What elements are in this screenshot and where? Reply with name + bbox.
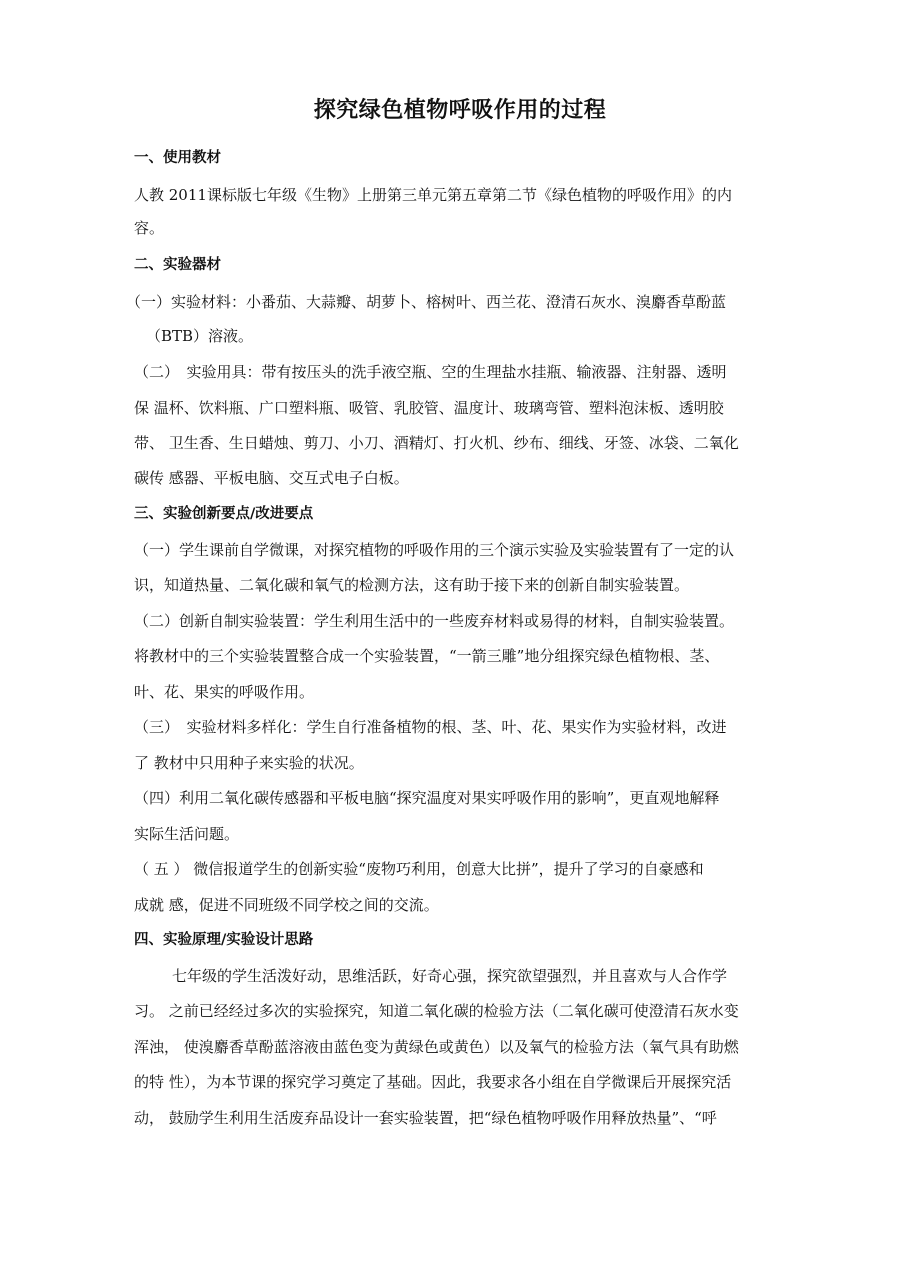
paragraph-line: 识，知道热量、二氧化碳和氧气的检测方法，这有助于接下来的创新自制实验装置。 bbox=[134, 576, 690, 594]
section-heading-materials-textbook: 一、使用教材 bbox=[134, 150, 221, 166]
section-heading-innovation: 三、实验创新要点/改进要点 bbox=[134, 506, 314, 522]
paragraph-line: （一）实验材料：小番茄、大蒜瓣、胡萝卜、榕树叶、西兰花、澄清石灰水、溴麝香草酚蓝 bbox=[126, 293, 727, 311]
paragraph-line: 将教材中的三个实验装置整合成一个实验装置，“一箭三雕”地分组探究绿色植物根、茎、 bbox=[134, 647, 720, 665]
paragraph-line: 浑浊， 使溴麝香草酚蓝溶液由蓝色变为黄绿色或黄色）以及氧气的检验方法（氧气具有助燃 bbox=[134, 1038, 739, 1056]
paragraph-line: 习。 之前已经经过多次的实验探究，知道二氧化碳的检验方法（二氧化碳可使澄清石灰水变 bbox=[134, 1002, 739, 1020]
paragraph-line: 了 教材中只用种子来实验的状况。 bbox=[134, 754, 364, 772]
paragraph-line: （一）学生课前自学微课，对探究植物的呼吸作用的三个演示实验及实验装置有了一定的认 bbox=[134, 541, 735, 559]
paragraph-line: （ 五 ） 微信报道学生的创新实验“废物巧利用，创意大比拼”，提升了学习的自豪感和 bbox=[134, 860, 704, 878]
paragraph-line: 七年级的学生活泼好动，思维活跃，好奇心强，探究欲望强烈，并且喜欢与人合作学 bbox=[172, 967, 728, 985]
paragraph-line: 带、 卫生香、生日蜡烛、剪刀、小刀、酒精灯、打火机、纱布、细线、牙签、冰袋、二氧化 bbox=[134, 434, 739, 452]
paragraph-line: 的特 性），为本节课的探究学习奠定了基础。因此，我要求各小组在自学微课后开展探究活 bbox=[134, 1073, 732, 1091]
section-heading-principle: 四、实验原理/实验设计思路 bbox=[134, 932, 314, 948]
paragraph-line: 碳传 感器、平板电脑、交互式电子白板。 bbox=[134, 469, 409, 487]
paragraph-line: 人教 2011课标版七年级《生物》上册第三单元第五章第二节《绿色植物的呼吸作用》的内 bbox=[134, 186, 732, 204]
paragraph-line: （四）利用二氧化碳传感器和平板电脑“探究温度对果实呼吸作用的影响”，更直观地解释 bbox=[134, 789, 720, 807]
paragraph-line: 动， 鼓励学生利用生活废弃品设计一套实验装置，把“绿色植物呼吸作用释放热量”、“呼 bbox=[134, 1109, 717, 1127]
paragraph-line: 叶、花、果实的呼吸作用。 bbox=[134, 683, 315, 701]
document-title: 探究绿色植物呼吸作用的过程 bbox=[313, 97, 607, 123]
paragraph-line: 容。 bbox=[134, 219, 165, 237]
section-heading-equipment: 二、实验器材 bbox=[134, 257, 221, 273]
paragraph-line: （三） 实验材料多样化：学生自行准备植物的根、茎、叶、花、果实作为实验材料，改进 bbox=[134, 718, 727, 736]
paragraph-line: 成就 感，促进不同班级不同学校之间的交流。 bbox=[134, 896, 439, 914]
paragraph-line: （二） 实验用具：带有按压头的洗手液空瓶、空的生理盐水挂瓶、输液器、注射器、透明 bbox=[134, 363, 727, 381]
paragraph-line: 实际生活问题。 bbox=[134, 825, 240, 843]
paragraph-line: （BTB）溶液。 bbox=[146, 327, 254, 345]
paragraph-line: 保 温杯、饮料瓶、广口塑料瓶、吸管、乳胶管、温度计、玻璃弯管、塑料泡沫板、透明胶 bbox=[134, 399, 724, 417]
paragraph-line: （二）创新自制实验装置：学生利用生活中的一些废弃材料或易得的材料，自制实验装置。 bbox=[134, 612, 735, 630]
